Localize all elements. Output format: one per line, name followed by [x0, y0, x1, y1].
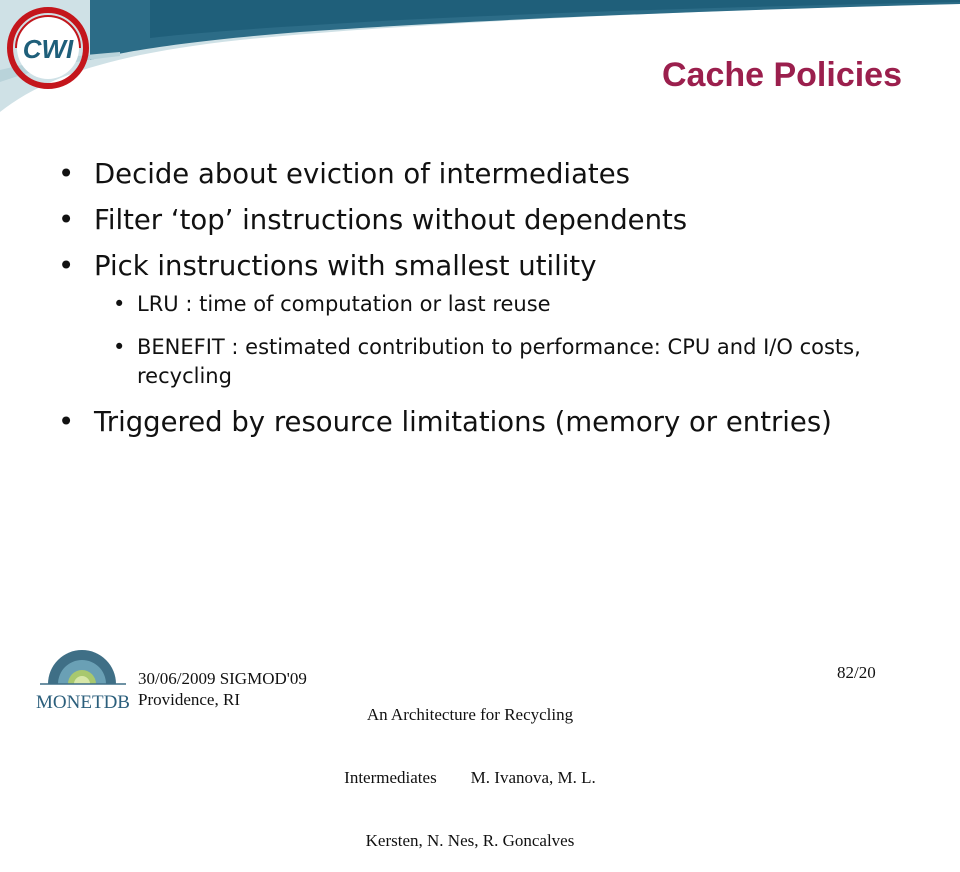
footer-title-line: Kersten, N. Nes, R. Goncalves — [365, 831, 575, 850]
footer-date: 30/06/2009 SIGMOD'09 — [138, 669, 307, 688]
footer-location: Providence, RI — [138, 690, 240, 709]
bullet-dot: • — [58, 250, 75, 282]
page-number: 82/20 — [837, 663, 876, 682]
bullet-text: Triggered by resource limitations (memory or entries) — [94, 406, 832, 438]
bullet-dot: • — [58, 204, 75, 236]
slide-title: Cache Policies — [661, 56, 902, 94]
footer-title — [300, 662, 640, 872]
bullet-item — [58, 248, 878, 284]
svg-text:MONETDB: MONETDB — [36, 692, 130, 713]
bullet-item — [58, 404, 878, 440]
monetdb-logo — [30, 640, 136, 716]
footer-title-line: An Architecture for Recycling — [366, 705, 574, 724]
sub-bullet-item — [113, 290, 893, 319]
bullet-item — [58, 156, 878, 192]
bullet-text: Decide about eviction of intermediates — [94, 158, 630, 190]
sub-bullet-dot: • — [113, 292, 126, 316]
bullet-text: Pick instructions with smallest utility — [94, 250, 597, 282]
bullet-text: Filter ‘top’ instructions without dependents — [94, 204, 688, 236]
bullet-dot: • — [58, 406, 75, 438]
footer-date-venue — [138, 668, 307, 710]
bullet-dot: • — [58, 158, 75, 190]
bullet-item — [58, 202, 878, 238]
sub-bullet-text: LRU : time of computation or last reuse — [137, 292, 551, 316]
sub-bullet-text: BENEFIT : estimated contribution to performance: CPU and I/O costs, recycling — [137, 335, 861, 388]
cwi-logo — [6, 6, 90, 90]
sub-bullet-item — [113, 333, 893, 391]
sub-bullet-dot: • — [113, 335, 126, 359]
svg-text:CWI: CWI — [22, 34, 74, 64]
footer-title-line: Intermediates M. Ivanova, M. L. — [344, 768, 596, 787]
